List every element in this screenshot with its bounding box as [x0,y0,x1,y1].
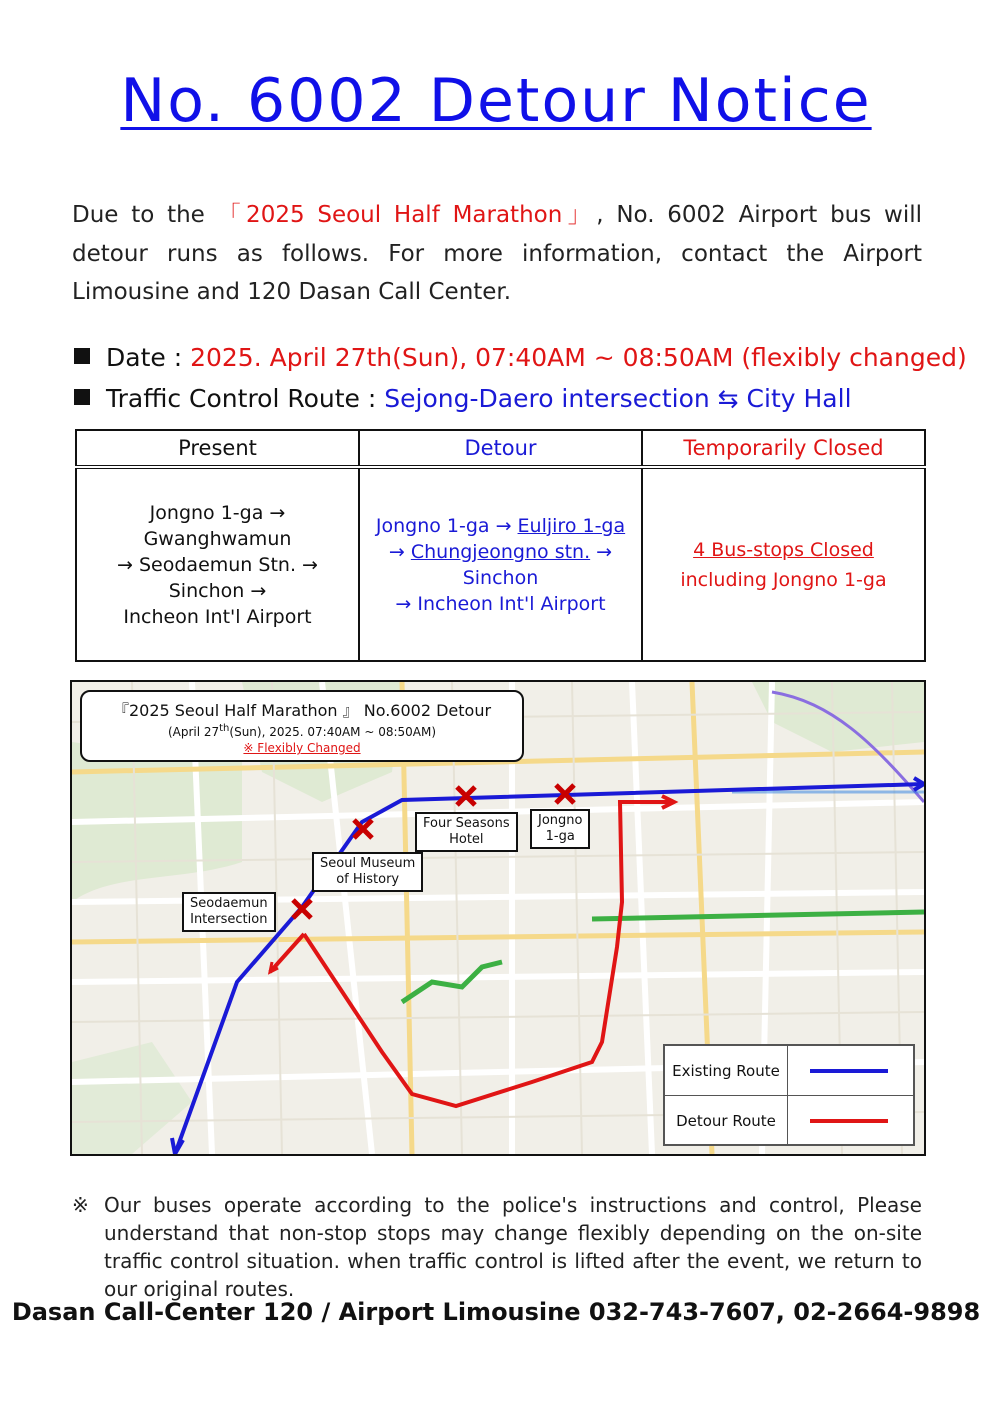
stop-label-museum: Seoul Museum of History [312,852,423,892]
header-closed: Temporarily Closed [642,430,925,467]
map-legend [663,1044,915,1146]
intro-paragraph: Due to the 「2025 Seoul Half Marathon」, No. 6002 Airport bus will detour runs as follows. For more information, contact the Airport Limousine and 120 Dasan Call Center. [72,202,922,305]
map-title-box: 『2025 Seoul Half Marathon 』 No.6002 Detour (April 27th(Sun), 2025. 07:40AM ~ 08:50AM) ※ Flexibly Changed [80,690,524,762]
detour-map [70,680,926,1156]
date-value: 2025. April 27th(Sun), 07:40AM ~ 08:50AM (flexibly changed) [190,343,967,372]
closed-stops: 4 Bus-stops Closed including Jongno 1-ga [642,467,925,661]
present-route: Jongno 1-ga → Gwanghwamun → Seodaemun Stn. → Sinchon → Incheon Int'l Airport [76,467,359,661]
date-line: Date : 2025. April 27th(Sun), 07:40AM ~ 08:50AM (flexibly changed) [74,343,967,372]
stop-label-seodaemun: Seodaemun Intersection [182,892,276,932]
page-title: No. 6002 Detour Notice [120,66,872,136]
existing-route-swatch [810,1069,888,1073]
square-bullet-icon [74,389,90,405]
header-present: Present [76,430,359,467]
detour-route-swatch [810,1119,888,1123]
event-name: 「2025 Seoul Half Marathon」 [217,202,597,228]
traffic-control-line: Traffic Control Route : Sejong-Daero intersection ⇆ City Hall [74,384,852,413]
route-table [75,429,926,662]
legend-detour: Detour Route [665,1096,913,1145]
stop-label-jongno: Jongno 1-ga [530,809,590,849]
detour-route: Jongno 1-ga → Euljiro 1-ga → Chungjeongno stn. → Sinchon → Incheon Int'l Airport [359,467,642,661]
stop-label-four-seasons: Four Seasons Hotel [415,812,518,852]
note-paragraph: ※ Our buses operate according to the police's instructions and control, Please understand that non-stop stops may change flexibly depending on the on-site traffic control situation. when traffic control is lifted after the event, we return to our original routes. [72,1193,922,1301]
square-bullet-icon [74,348,90,364]
header-detour: Detour [359,430,642,467]
traffic-control-value: Sejong-Daero intersection ⇆ City Hall [384,384,852,413]
contact-footer: Dasan Call-Center 120 / Airport Limousine 032-743-7607, 02-2664-9898 [11,1298,981,1326]
legend-existing: Existing Route [665,1046,913,1096]
